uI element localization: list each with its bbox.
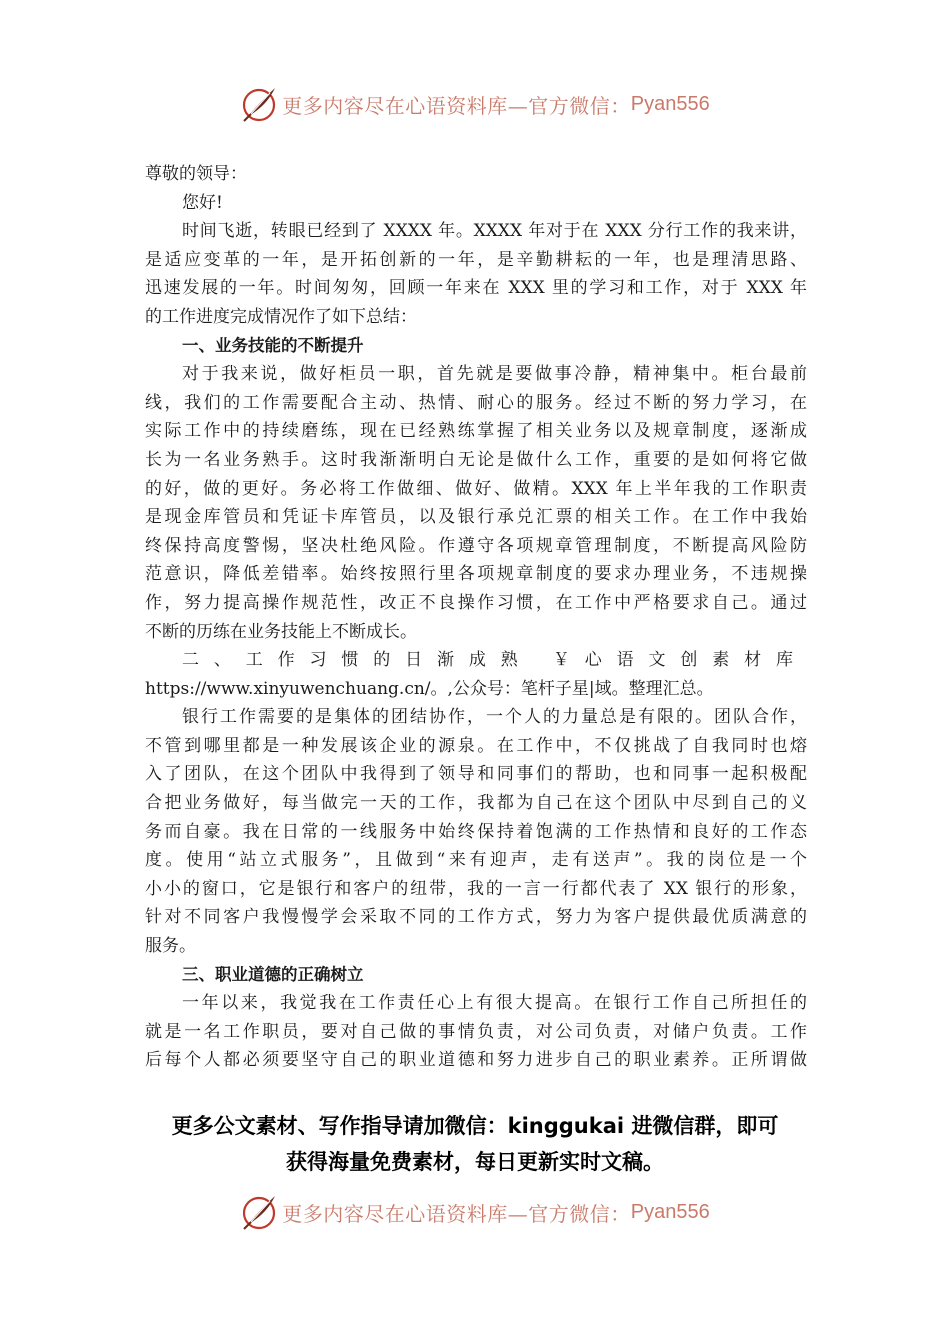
banner-text: 更多内容尽在心语资料库—官方微信：	[282, 1201, 631, 1226]
paragraph-line: 长为一名业务熟手。这时我渐渐明白无论是做什么工作，重要的是如何将它做	[145, 449, 807, 470]
paragraph-line: 是适应变革的一年，是开拓创新的一年，是辛勤耕耘的一年，也是理清思路、	[145, 249, 807, 270]
paragraph-line: 不断的历练在业务技能上不断成长。	[145, 621, 417, 642]
promo-notice	[0, 1108, 950, 1180]
paragraph-line: 时间飞逝，转眼已经到了 XXXX 年。XXXX 年对于在 XXX 分行工作的我来讲，	[182, 221, 807, 242]
source-line: https://www.xinyuwenchuang.cn/。,公众号：笔杆子星|域。整理汇总。	[145, 678, 714, 699]
banner-wechat-id: Pyan556	[630, 1200, 710, 1223]
footer-banner	[0, 1190, 950, 1234]
section-heading: 三、职业道德的正确树立	[182, 964, 364, 984]
paragraph-line: 范意识，降低差错率。始终按照行里各项规章制度的要求办理业务，不违规操	[145, 564, 807, 585]
paragraph-line: 务而自豪。我在日常的一线服务中始终保持着饱满的工作热情和良好的工作态	[145, 821, 807, 842]
feather-logo-icon	[240, 1192, 280, 1232]
banner-text: 更多内容尽在心语资料库—官方微信：	[282, 93, 631, 118]
feather-logo-icon	[240, 84, 280, 124]
paragraph-line: 作，努力提高操作规范性，改正不良操作习惯，在工作中严格要求自己。通过	[145, 592, 807, 613]
paragraph-line: 度。使用“站立式服务”，且做到“来有迎声，走有送声”。我的岗位是一个	[145, 850, 807, 871]
paragraph-line: 针对不同客户我慢慢学会采取不同的工作方式，努力为客户提供最优质满意的	[145, 907, 807, 928]
paragraph-line: 就是一名工作职员，要对自己做的事情负责，对公司负责，对储户负责。工作	[145, 1021, 807, 1042]
paragraph-line: 的好，做的更好。务必将工作做细、做好、做精。XXX 年上半年我的工作职责	[145, 478, 807, 499]
header-banner	[0, 82, 950, 126]
paragraph-line: 线，我们的工作需要配合主动、热情、耐心的服务。经过不断的努力学习，在	[145, 392, 807, 413]
paragraph-line: 终保持高度警惕，坚决杜绝风险。作遵守各项规章管理制度，不断提高风险防	[145, 535, 807, 556]
paragraph-line: 银行工作需要的是集体的团结协作，一个人的力量总是有限的。团队合作，	[182, 707, 807, 728]
document-body	[145, 160, 807, 1075]
paragraph-line: 的工作进度完成情况作了如下总结：	[145, 306, 417, 327]
paragraph-line: 合把业务做好，每当做完一天的工作，我都为自己在这个团队中尽到自己的义	[145, 793, 807, 814]
paragraph-line: 服务。	[145, 936, 196, 957]
paragraph-line: 迅速发展的一年。时间匆匆，回顾一年来在 XXX 里的学习和工作，对于 XXX 年	[145, 278, 807, 299]
section-heading-with-watermark: 二、工作习惯的日渐成熟 ￥心语文创素材库	[182, 650, 807, 671]
salutation: 尊敬的领导：	[145, 164, 247, 184]
paragraph-line: 是现金库管员和凭证卡库管员，以及银行承兑汇票的相关工作。在工作中我始	[145, 507, 807, 528]
greeting: 您好!	[182, 192, 223, 213]
section-heading: 一、业务技能的不断提升	[182, 335, 364, 355]
promo-line-2: 获得海量免费素材，每日更新实时文稿。	[286, 1150, 664, 1174]
paragraph-line: 对于我来说，做好柜员一职，首先就是要做事冷静，精神集中。柜台最前	[182, 364, 807, 385]
promo-line-1: 更多公文素材、写作指导请加微信：kinggukai 进微信群，即可	[171, 1114, 779, 1138]
paragraph-line: 实际工作中的持续磨练，现在已经熟练掌握了相关业务以及规章制度，逐渐成	[145, 421, 807, 442]
paragraph-line: 后每个人都必须要坚守自己的职业道德和努力进步自己的职业素养。正所谓做	[145, 1050, 807, 1071]
paragraph-line: 入了团队，在这个团队中我得到了领导和同事们的帮助，也和同事一起积极配	[145, 764, 807, 785]
banner-wechat-id: Pyan556	[630, 92, 710, 115]
paragraph-line: 一年以来，我觉我在工作责任心上有很大提高。在银行工作自己所担任的	[182, 993, 807, 1014]
paragraph-line: 小小的窗口，它是银行和客户的纽带，我的一言一行都代表了 XX 银行的形象，	[145, 878, 807, 899]
paragraph-line: 不管到哪里都是一种发展该企业的源泉。在工作中，不仅挑战了自我同时也熔	[145, 735, 807, 756]
